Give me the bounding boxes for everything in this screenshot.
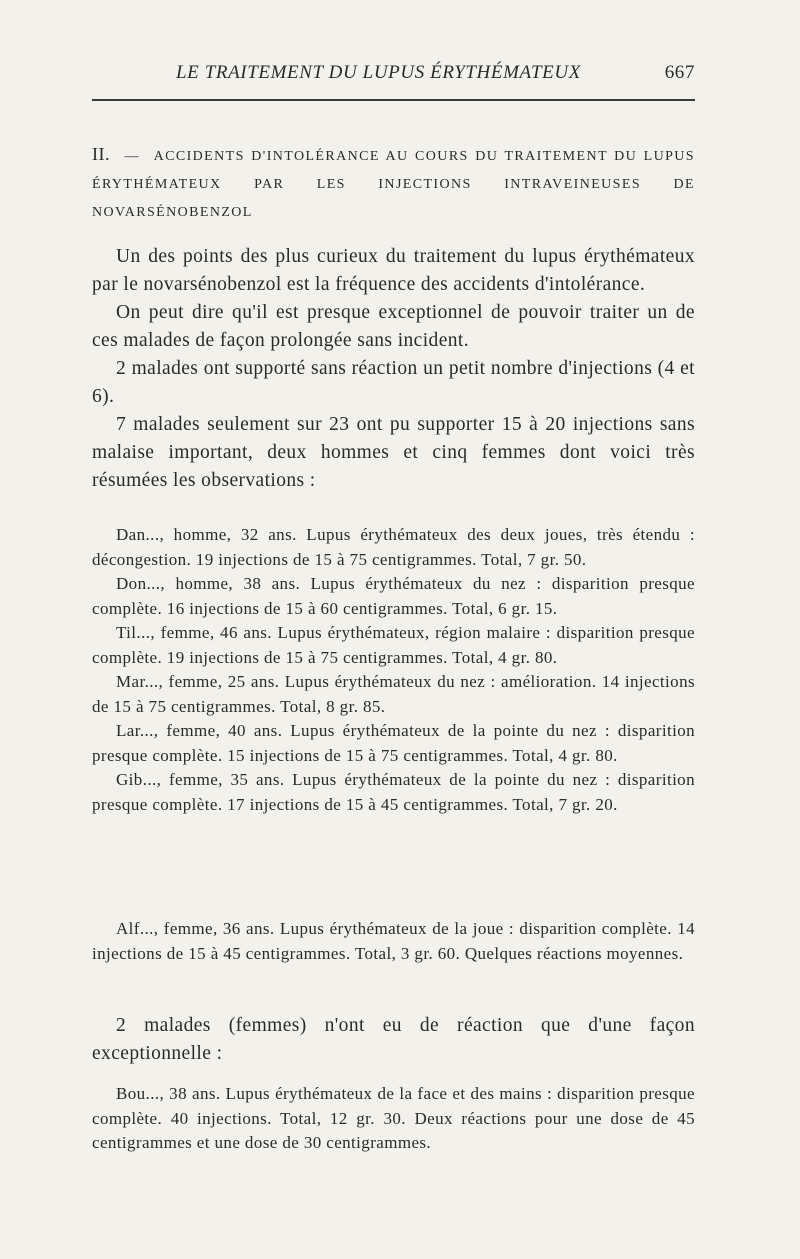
second-paragraph: [92, 1012, 695, 1068]
paragraph: On peut dire qu'il est presque exceptionnel de pouvoir traiter un de ces malades de façon prolongée sans incident.: [92, 302, 695, 351]
observation-bou: [92, 1082, 695, 1156]
section-dash: —: [124, 149, 140, 164]
section-title: ACCIDENTS D'INTOLÉRANCE AU COURS DU TRAITEMENT DU LUPUS ÉRYTHÉMATEUX PAR LES INJECTIONS INTRAVEINEUSES DE NOVARSÉNOBENZOL: [92, 149, 695, 220]
observation: Mar..., femme, 25 ans. Lupus érythémateux du nez : amélioration. 14 injections de 15 à 75 centigrammes. Total, 8 gr. 85.: [92, 672, 695, 716]
observation: Til..., femme, 46 ans. Lupus érythémateux, région malaire : disparition presque complète. 19 injections de 15 à 75 centigrammes. Total, 4 gr. 80.: [92, 623, 695, 667]
section-number: II.: [92, 144, 110, 164]
paragraph: Un des points des plus curieux du traitement du lupus érythémateux par le novarsénobenzol est la fréquence des accidents d'intolérance.: [92, 246, 695, 295]
header-rule: [92, 99, 695, 101]
observation: Dan..., homme, 32 ans. Lupus érythémateux des deux joues, très étendu : décongestion. 19 injections de 15 à 75 centigrammes. Total, 7 gr. 50.: [92, 525, 695, 569]
page-number: 667: [664, 62, 695, 83]
observation: Bou..., 38 ans. Lupus érythémateux de la face et des mains : disparition presque complète. 40 injections. Total, 12 gr. 30. Deux réactions pour une dose de 45 centigrammes et une dose de 30 centigrammes.: [92, 1084, 695, 1152]
running-title: LE TRAITEMENT DU LUPUS ÉRYTHÉMATEUX: [176, 62, 581, 83]
observation: Don..., homme, 38 ans. Lupus érythémateux du nez : disparition presque complète. 16 injections de 15 à 60 centigrammes. Total, 6 gr. 15.: [92, 574, 695, 618]
running-head: [92, 60, 695, 88]
observation: Alf..., femme, 36 ans. Lupus érythémateux de la joue : disparition complète. 14 injections de 15 à 45 centigrammes. Total, 3 gr. 60. Quelques réactions moyennes.: [92, 919, 695, 963]
paragraph: 2 malades ont supporté sans réaction un petit nombre d'injections (4 et 6).: [92, 358, 695, 407]
paragraph: 7 malades seulement sur 23 ont pu supporter 15 à 20 injections sans malaise important, deux hommes et cinq femmes dont voici très résumées les observations :: [92, 414, 695, 491]
intro-text: [92, 243, 695, 495]
section-heading: [92, 140, 695, 227]
observation: Gib..., femme, 35 ans. Lupus érythémateux de la pointe du nez : disparition presque complète. 17 injections de 15 à 45 centigrammes. Total, 7 gr. 20.: [92, 770, 695, 814]
observation: Lar..., femme, 40 ans. Lupus érythémateux de la pointe du nez : disparition presque complète. 15 injections de 15 à 75 centigrammes. Total, 4 gr. 80.: [92, 721, 695, 765]
observation-alf: [92, 917, 695, 966]
paragraph: 2 malades (femmes) n'ont eu de réaction que d'une façon exceptionnelle :: [92, 1015, 695, 1064]
observations-list: [92, 523, 695, 817]
